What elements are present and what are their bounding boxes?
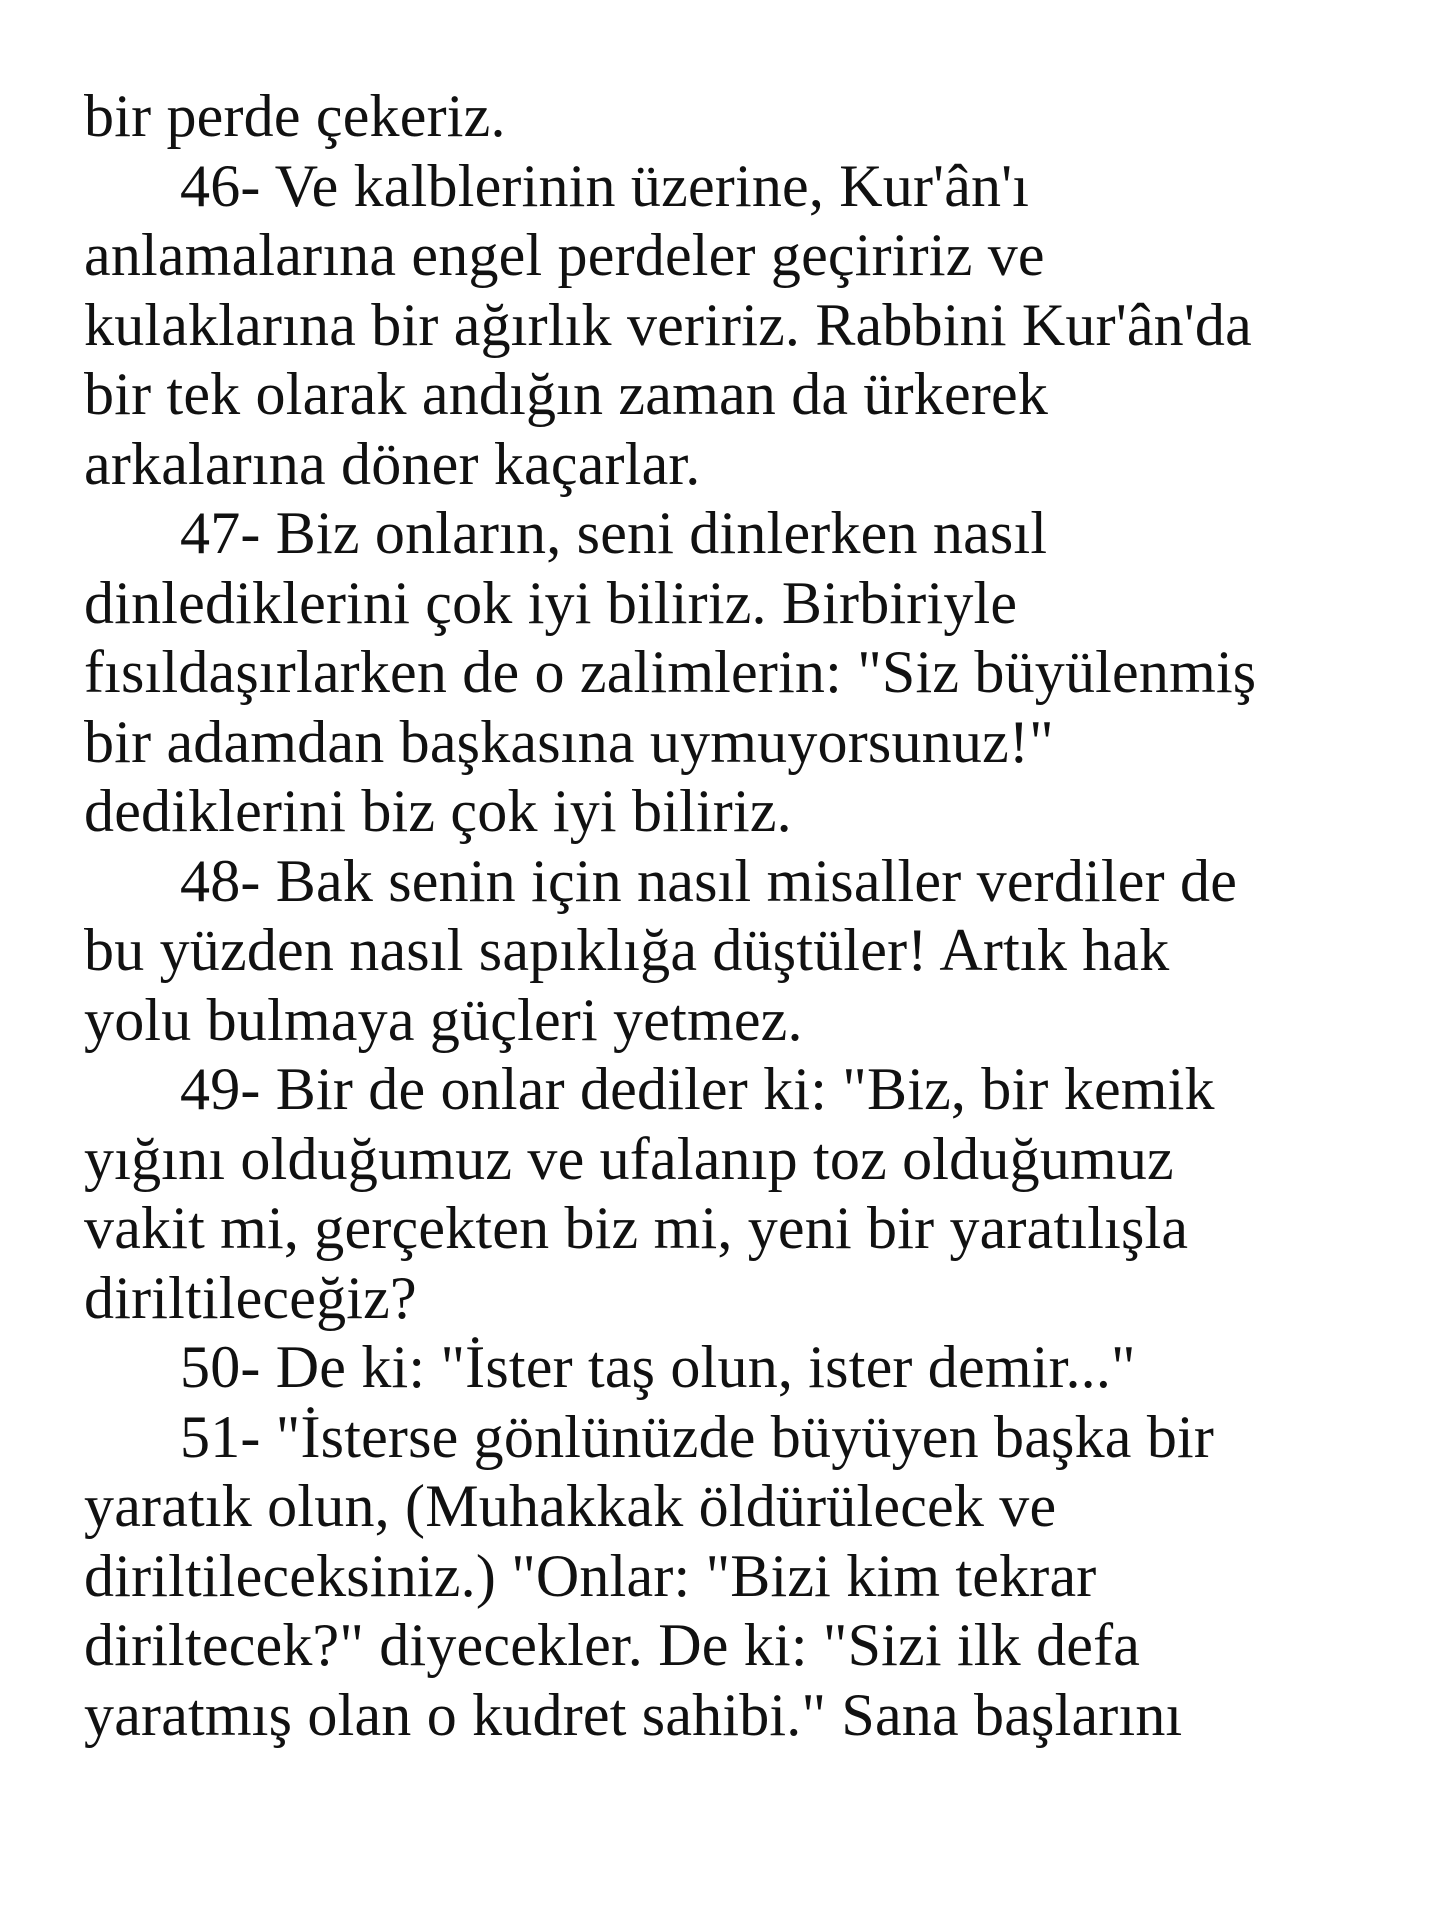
text-line: bir tek olarak andığın zaman da ürkerek — [84, 361, 1049, 427]
text-line: 51- "İsterse gönlünüzde büyüyen başka bir — [180, 1403, 1215, 1470]
text-line: yaratmış olan o kudret sahibi." Sana başlarını — [84, 1681, 1183, 1748]
text-line: arkalarına döner kaçarlar. — [84, 430, 701, 497]
text-line: yolu bulmaya güçleri yetmez. — [84, 986, 803, 1053]
text-line: 47- Biz onların, seni dinlerken nasıl — [180, 500, 1048, 566]
text-line: diriltileceğiz? — [84, 1264, 417, 1331]
text-line: bir perde çekeriz. — [84, 83, 506, 149]
text-line: anlamalarına engel perdeler geçiririz ve — [84, 222, 1045, 288]
text-line: dinlediklerini çok iyi biliriz. Birbiriyle — [84, 569, 1018, 636]
text-line: vakit mi, gerçekten biz mi, yeni bir yaratılışla — [84, 1195, 1189, 1261]
text-line: 50- De ki: "İster taş olun, ister demir..." — [180, 1334, 1136, 1400]
text-line: diriltecek?" diyecekler. De ki: "Sizi ilk defa — [84, 1612, 1141, 1678]
text-line: yaratık olun, (Muhakkak öldürülecek ve — [84, 1473, 1057, 1539]
text-line: diriltileceksiniz.) "Onlar: "Bizi kim tekrar — [84, 1542, 1097, 1609]
text-line: fısıldaşırlarken de o zalimlerin: "Siz büyülenmiş — [84, 639, 1257, 705]
text-line: bir adamdan başkasına uymuyorsunuz!" — [84, 708, 1054, 775]
document-body-text — [84, 82, 1384, 1750]
text-line: bu yüzden nasıl sapıklığa düştüler! Artık hak — [84, 917, 1170, 983]
text-line: 46- Ve kalblerinin üzerine, Kur'ân'ı — [180, 152, 1030, 219]
text-line: kulaklarına bir ağırlık veririz. Rabbini Kur'ân'da — [84, 291, 1252, 358]
text-line: 48- Bak senin için nasıl misaller verdiler de — [180, 847, 1238, 914]
text-line: yığını olduğumuz ve ufalanıp toz olduğumuz — [84, 1125, 1174, 1192]
text-line: dediklerini biz çok iyi biliriz. — [84, 778, 792, 844]
text-line: 49- Bir de onlar dediler ki: "Biz, bir kemik — [180, 1056, 1215, 1122]
